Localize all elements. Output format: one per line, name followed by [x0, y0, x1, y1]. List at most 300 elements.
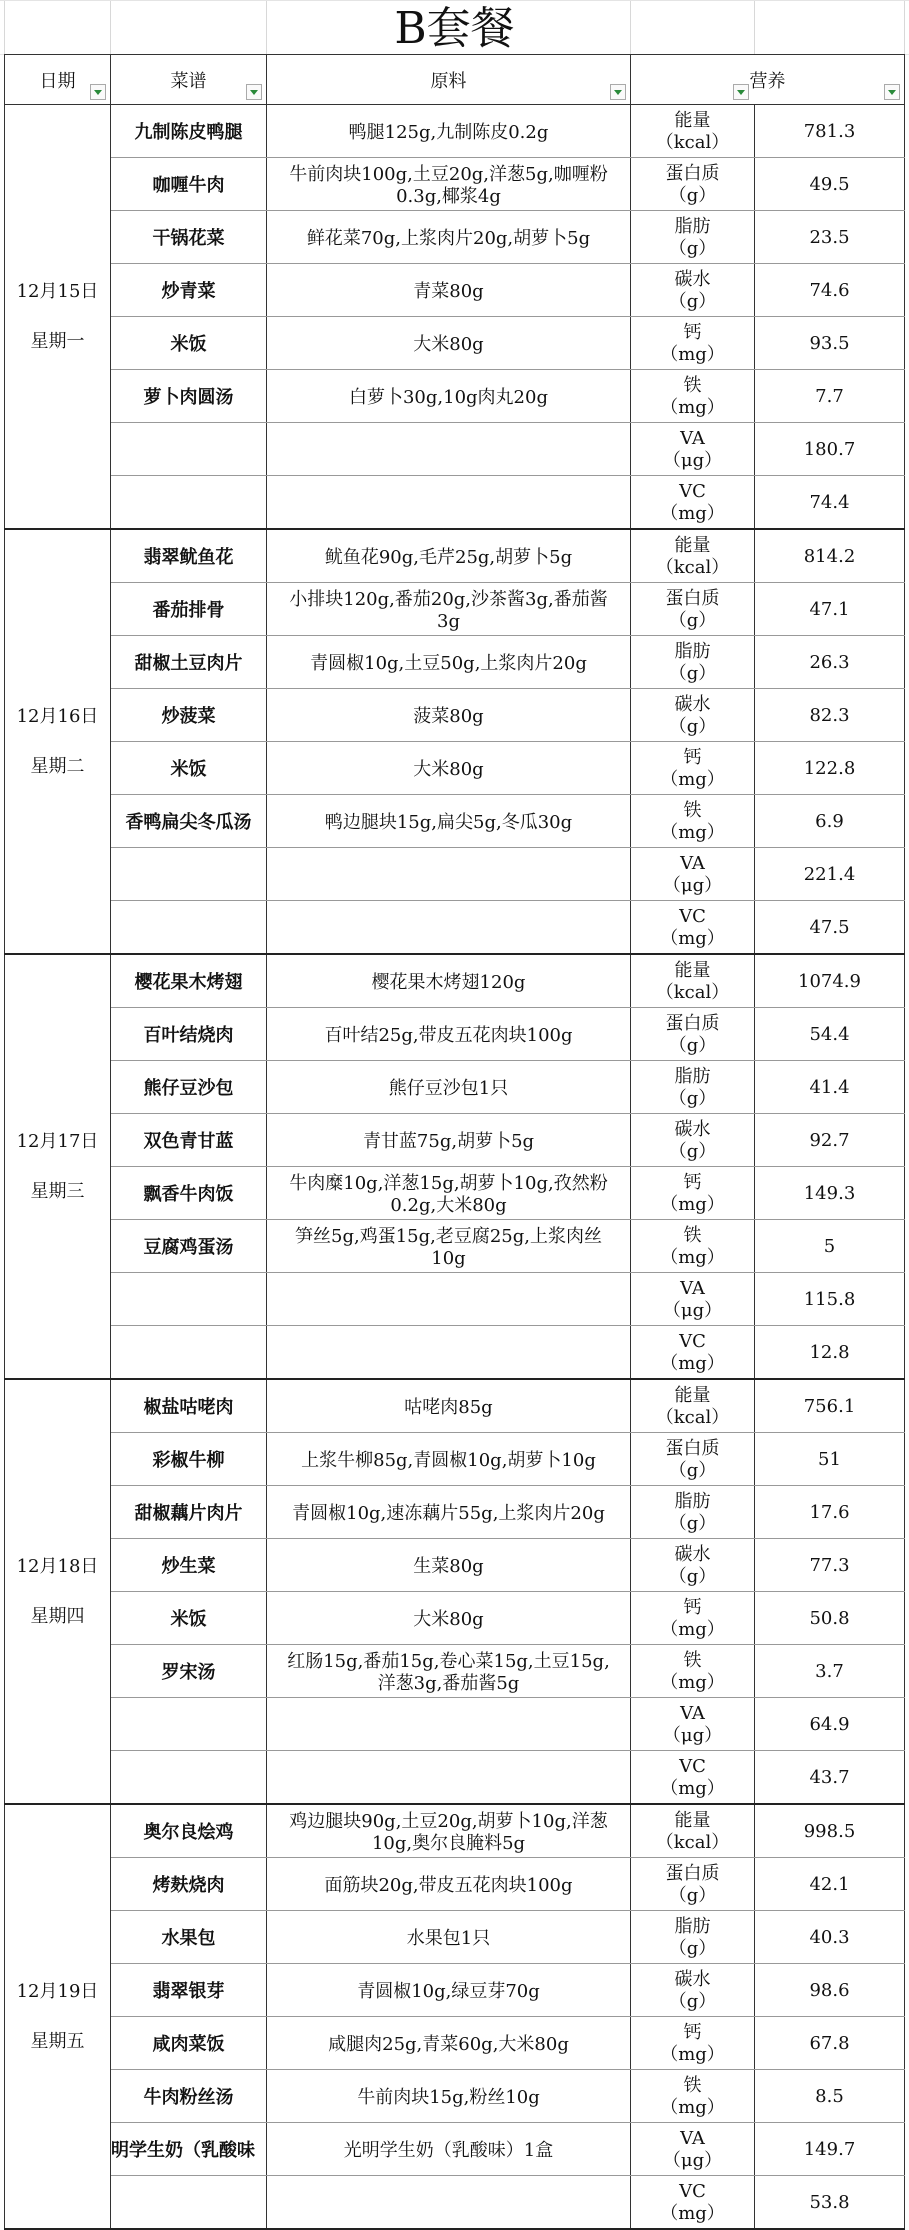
ingredients-cell [267, 1167, 631, 1220]
header-nutrition [631, 55, 905, 105]
weekday-label: 星期四 [30, 1605, 85, 1627]
nutrient-name: 铁 [683, 375, 702, 396]
nutrient-unit: （g） [668, 1991, 717, 2012]
nutrient-value-cell: 180.7 [755, 423, 905, 476]
nutrient-unit: （μg） [662, 1725, 723, 1746]
nutrient-value-cell: 74.6 [755, 264, 905, 317]
nutrient-name: 蛋白质 [665, 1438, 720, 1459]
nutrient-value-cell: 7.7 [755, 370, 905, 423]
nutrient-value-cell: 92.7 [755, 1114, 905, 1167]
header-menu [111, 55, 267, 105]
ingredients-cell [267, 1486, 631, 1539]
nutrient-name: 蛋白质 [665, 1013, 720, 1034]
ingredients-cell [267, 2070, 631, 2123]
grid-line [0, 0, 909, 1]
nutrient-unit: （mg） [660, 2203, 725, 2224]
nutrient-name: 钙 [683, 747, 702, 768]
nutrient-label-cell [631, 105, 755, 158]
nutrient-unit: （mg） [660, 344, 725, 365]
dish-cell: 水果包 [111, 1911, 267, 1964]
weekday-label: 星期五 [30, 2030, 85, 2052]
menu-table [4, 54, 905, 2230]
ingredients-cell [267, 1804, 631, 1858]
ingredients-line: 鸡边腿块90g,土豆20g,胡萝卜10g,洋葱 [289, 1811, 608, 1832]
nutrient-label-cell [631, 317, 755, 370]
nutrient-value-cell: 26.3 [755, 636, 905, 689]
nutrient-name: 蛋白质 [665, 163, 720, 184]
nutrient-unit: （g） [668, 1938, 717, 1959]
ingredients-cell [267, 1008, 631, 1061]
ingredients-line: 10g [431, 1248, 466, 1269]
nutrient-unit: （g） [668, 1035, 717, 1056]
nutrient-label-cell [631, 1486, 755, 1539]
date-label: 12月15日 [16, 280, 99, 302]
nutrient-label-cell [631, 1645, 755, 1698]
nutrient-unit: （mg） [660, 1619, 725, 1640]
ingredients-cell [267, 954, 631, 1008]
nutrient-unit: （kcal） [655, 132, 730, 153]
nutrient-name: 蛋白质 [665, 588, 720, 609]
table-row [5, 1645, 905, 1698]
nutrient-unit: （g） [668, 1460, 717, 1481]
table-row [5, 1061, 905, 1114]
ingredients-cell [267, 1273, 631, 1326]
ingredients-line: 0.2g,大米80g [390, 1195, 507, 1216]
dish-cell: 豆腐鸡蛋汤 [111, 1220, 267, 1273]
nutrient-name: VA [680, 1703, 705, 1724]
nutrient-label-cell [631, 211, 755, 264]
nutrient-value-cell: 40.3 [755, 1911, 905, 1964]
nutrient-name: VC [679, 1756, 706, 1777]
nutrient-value-cell: 3.7 [755, 1645, 905, 1698]
nutrient-label-cell [631, 583, 755, 636]
nutrient-label-cell [631, 795, 755, 848]
nutrient-name: 脂肪 [674, 1916, 711, 1937]
nutrient-label-cell [631, 423, 755, 476]
ingredients-cell [267, 1220, 631, 1273]
dish-cell [111, 423, 267, 476]
ingredients-line: 大米80g [413, 1609, 484, 1630]
nutrient-unit: （mg） [660, 928, 725, 949]
nutrient-label-cell [631, 1433, 755, 1486]
nutrient-unit: （μg） [662, 875, 723, 896]
dish-cell: 飘香牛肉饭 [111, 1167, 267, 1220]
ingredients-cell [267, 1379, 631, 1433]
date-cell [5, 954, 111, 1379]
ingredients-line: 牛肉糜10g,洋葱15g,胡萝卜10g,孜然粉 [289, 1173, 608, 1194]
table-row [5, 1220, 905, 1273]
table-row [5, 1858, 905, 1911]
dish-cell: 奥尔良烩鸡 [111, 1804, 267, 1858]
nutrient-value-cell: 53.8 [755, 2176, 905, 2230]
weekday-label: 星期一 [30, 330, 85, 352]
ingredients-cell [267, 1911, 631, 1964]
table-row [5, 1539, 905, 1592]
table-row [5, 901, 905, 955]
dish-cell: 甜椒土豆肉片 [111, 636, 267, 689]
nutrient-label-cell [631, 2176, 755, 2230]
nutrient-name: VC [679, 906, 706, 927]
ingredients-cell [267, 264, 631, 317]
table-row [5, 476, 905, 530]
header-row [5, 55, 905, 105]
dish-cell: 米饭 [111, 742, 267, 795]
ingredients-line: 青甘蓝75g,胡萝卜5g [362, 1131, 535, 1152]
ingredients-cell [267, 1751, 631, 1805]
nutrient-name: 碳水 [674, 1119, 711, 1140]
header-nutrition-label: 营养 [749, 70, 786, 92]
dish-cell: 炒菠菜 [111, 689, 267, 742]
nutrient-value-cell: 42.1 [755, 1858, 905, 1911]
nutrient-label-cell [631, 370, 755, 423]
ingredients-cell [267, 158, 631, 211]
ingredients-line: 小排块120g,番茄20g,沙茶酱3g,番茄酱 [289, 589, 608, 610]
dish-cell: 米饭 [111, 1592, 267, 1645]
nutrient-name: 脂肪 [674, 1491, 711, 1512]
dish-cell: 樱花果木烤翅 [111, 954, 267, 1008]
ingredients-cell [267, 689, 631, 742]
ingredients-line: 白萝卜30g,10g肉丸20g [348, 387, 548, 408]
date-label: 12月18日 [16, 1555, 99, 1577]
nutrient-value-cell: 12.8 [755, 1326, 905, 1380]
nutrient-value-cell: 221.4 [755, 848, 905, 901]
nutrient-unit: （kcal） [655, 1832, 730, 1853]
date-label: 12月16日 [16, 705, 99, 727]
ingredients-line: 水果包1只 [406, 1928, 491, 1949]
nutrient-name: VA [680, 428, 705, 449]
nutrient-value-cell: 67.8 [755, 2017, 905, 2070]
nutrient-unit: （mg） [660, 397, 725, 418]
ingredients-cell [267, 1433, 631, 1486]
nutrient-unit: （mg） [660, 1353, 725, 1374]
table-row [5, 370, 905, 423]
nutrient-label-cell [631, 1592, 755, 1645]
nutrient-label-cell [631, 1539, 755, 1592]
table-row [5, 1114, 905, 1167]
nutrient-label-cell [631, 476, 755, 530]
date-cell [5, 529, 111, 954]
nutrient-unit: （g） [668, 1513, 717, 1534]
ingredients-line: 牛前肉块15g,粉丝10g [357, 2087, 540, 2108]
nutrient-label-cell [631, 1804, 755, 1858]
nutrient-label-cell [631, 1114, 755, 1167]
nutrient-unit: （μg） [662, 450, 723, 471]
nutrient-name: 能量 [674, 110, 711, 131]
table-row [5, 1486, 905, 1539]
table-row [5, 2017, 905, 2070]
nutrient-name: 碳水 [674, 1544, 711, 1565]
table-row [5, 2176, 905, 2230]
table-row [5, 1751, 905, 1805]
nutrient-name: VA [680, 2128, 705, 2149]
ingredients-cell [267, 1858, 631, 1911]
weekday-label: 星期三 [30, 1180, 85, 1202]
nutrient-label-cell [631, 158, 755, 211]
nutrient-name: 脂肪 [674, 1066, 711, 1087]
nutrient-label-cell [631, 901, 755, 955]
nutrient-unit: （kcal） [655, 557, 730, 578]
ingredients-cell [267, 1061, 631, 1114]
nutrient-value-cell: 41.4 [755, 1061, 905, 1114]
nutrient-value-cell: 93.5 [755, 317, 905, 370]
nutrient-name: 能量 [674, 1385, 711, 1406]
nutrient-label-cell [631, 1326, 755, 1380]
filter-dropdown-icon[interactable] [733, 84, 749, 100]
nutrient-name: 钙 [683, 1597, 702, 1618]
date-cell [5, 1379, 111, 1804]
ingredients-line: 0.3g,椰浆4g [396, 186, 501, 207]
nutrient-label-cell [631, 742, 755, 795]
nutrient-value-cell: 49.5 [755, 158, 905, 211]
ingredients-cell [267, 1698, 631, 1751]
dish-cell: 香鸭扁尖冬瓜汤 [111, 795, 267, 848]
table-row [5, 1008, 905, 1061]
dish-cell [111, 2176, 267, 2230]
table-row [5, 158, 905, 211]
table-row [5, 1273, 905, 1326]
ingredients-line: 咕咾肉85g [404, 1397, 493, 1418]
ingredients-cell [267, 1964, 631, 2017]
dish-cell [111, 1751, 267, 1805]
ingredients-cell [267, 529, 631, 583]
nutrient-unit: （μg） [662, 1300, 723, 1321]
nutrient-unit: （g） [668, 185, 717, 206]
nutrient-name: 铁 [683, 2075, 702, 2096]
nutrient-unit: （mg） [660, 503, 725, 524]
nutrient-name: 能量 [674, 960, 711, 981]
ingredients-line: 百叶结25g,带皮五花肉块100g [324, 1025, 573, 1046]
table-row [5, 1379, 905, 1433]
dish-cell: 牛肉粉丝汤 [111, 2070, 267, 2123]
nutrient-unit: （g） [668, 663, 717, 684]
table-row [5, 1326, 905, 1380]
ingredients-cell [267, 211, 631, 264]
nutrient-label-cell [631, 2017, 755, 2070]
table-row [5, 1433, 905, 1486]
ingredients-cell [267, 1114, 631, 1167]
table-row [5, 105, 905, 158]
ingredients-line: 鱿鱼花90g,毛芹25g,胡萝卜5g [324, 547, 573, 568]
nutrient-unit: （g） [668, 1141, 717, 1162]
nutrient-value-cell: 43.7 [755, 1751, 905, 1805]
dish-cell: 双色青甘蓝 [111, 1114, 267, 1167]
nutrient-value-cell: 23.5 [755, 211, 905, 264]
nutrient-label-cell [631, 689, 755, 742]
table-row [5, 1964, 905, 2017]
ingredients-cell [267, 2017, 631, 2070]
nutrient-unit: （kcal） [655, 1407, 730, 1428]
nutrient-label-cell [631, 1167, 755, 1220]
ingredients-cell [267, 848, 631, 901]
nutrient-unit: （mg） [660, 769, 725, 790]
ingredients-line: 青圆椒10g,速冻藕片55g,上浆肉片20g [292, 1503, 605, 1524]
nutrient-value-cell: 1074.9 [755, 954, 905, 1008]
nutrient-value-cell: 47.5 [755, 901, 905, 955]
nutrient-name: 能量 [674, 1810, 711, 1831]
dish-cell: 番茄排骨 [111, 583, 267, 636]
dish-cell: 米饭 [111, 317, 267, 370]
table-row [5, 211, 905, 264]
nutrient-name: 脂肪 [674, 216, 711, 237]
ingredients-cell [267, 636, 631, 689]
nutrient-value-cell: 51 [755, 1433, 905, 1486]
nutrient-name: VC [679, 2181, 706, 2202]
table-row [5, 583, 905, 636]
ingredients-line: 红肠15g,番茄15g,卷心菜15g,土豆15g, [287, 1651, 610, 1672]
date-cell [5, 1804, 111, 2229]
nutrient-label-cell [631, 1698, 755, 1751]
nutrient-value-cell: 50.8 [755, 1592, 905, 1645]
ingredients-line: 鸭腿125g,九制陈皮0.2g [348, 122, 549, 143]
nutrient-unit: （mg） [660, 1194, 725, 1215]
nutrient-unit: （g） [668, 1885, 717, 1906]
nutrient-unit: （mg） [660, 1247, 725, 1268]
ingredients-line: 上浆牛柳85g,青圆椒10g,胡萝卜10g [301, 1450, 596, 1471]
dish-cell: 椒盐咕咾肉 [111, 1379, 267, 1433]
nutrient-label-cell [631, 636, 755, 689]
ingredients-cell [267, 423, 631, 476]
nutrient-value-cell: 115.8 [755, 1273, 905, 1326]
table-row [5, 742, 905, 795]
table-row [5, 1911, 905, 1964]
filter-dropdown-icon[interactable] [90, 84, 106, 100]
filter-dropdown-icon[interactable] [610, 84, 626, 100]
nutrient-name: VC [679, 1331, 706, 1352]
nutrient-value-cell: 77.3 [755, 1539, 905, 1592]
nutrient-value-cell: 814.2 [755, 529, 905, 583]
ingredients-cell [267, 583, 631, 636]
page-title: B套餐 [394, 3, 515, 54]
table-row [5, 689, 905, 742]
ingredients-cell [267, 1645, 631, 1698]
dish-cell: 炒青菜 [111, 264, 267, 317]
filter-dropdown-icon[interactable] [884, 84, 900, 100]
dish-cell: 炒生菜 [111, 1539, 267, 1592]
nutrient-name: 铁 [683, 1650, 702, 1671]
nutrient-unit: （g） [668, 610, 717, 631]
ingredients-cell [267, 795, 631, 848]
nutrient-unit: （g） [668, 1566, 717, 1587]
nutrient-name: VA [680, 853, 705, 874]
ingredients-cell [267, 370, 631, 423]
dish-cell [111, 476, 267, 530]
dish-cell: 明学生奶（乳酸味 [111, 2123, 267, 2176]
table-row [5, 317, 905, 370]
ingredients-cell [267, 742, 631, 795]
nutrient-value-cell: 82.3 [755, 689, 905, 742]
dish-cell [111, 1326, 267, 1380]
ingredients-line: 青圆椒10g,绿豆芽70g [357, 1981, 540, 2002]
ingredients-line: 光明学生奶（乳酸味）1盒 [343, 2140, 554, 2161]
ingredients-cell [267, 1539, 631, 1592]
table-row [5, 2070, 905, 2123]
ingredients-line: 面筋块20g,带皮五花肉块100g [324, 1875, 573, 1896]
dish-cell: 翡翠银芽 [111, 1964, 267, 2017]
ingredients-line: 生菜80g [413, 1556, 484, 1577]
nutrient-unit: （mg） [660, 2097, 725, 2118]
nutrient-label-cell [631, 1751, 755, 1805]
nutrient-label-cell [631, 1220, 755, 1273]
nutrient-unit: （mg） [660, 2044, 725, 2065]
nutrient-name: 能量 [674, 535, 711, 556]
dish-cell: 干锅花菜 [111, 211, 267, 264]
dish-cell: 甜椒藕片肉片 [111, 1486, 267, 1539]
nutrient-value-cell: 54.4 [755, 1008, 905, 1061]
ingredients-line: 菠菜80g [413, 706, 484, 727]
nutrient-unit: （mg） [660, 822, 725, 843]
nutrient-label-cell [631, 1858, 755, 1911]
nutrient-label-cell [631, 848, 755, 901]
nutrient-label-cell [631, 1379, 755, 1433]
ingredients-line: 洋葱3g,番茄酱5g [377, 1673, 520, 1694]
nutrient-name: 碳水 [674, 1969, 711, 1990]
ingredients-line: 牛前肉块100g,土豆20g,洋葱5g,咖喱粉 [289, 164, 608, 185]
table-row [5, 795, 905, 848]
nutrient-value-cell: 6.9 [755, 795, 905, 848]
date-cell [5, 105, 111, 530]
dish-cell: 烤麸烧肉 [111, 1858, 267, 1911]
nutrient-value-cell: 149.7 [755, 2123, 905, 2176]
weekday-label: 星期二 [30, 755, 85, 777]
nutrient-value-cell: 756.1 [755, 1379, 905, 1433]
ingredients-cell [267, 1592, 631, 1645]
nutrient-label-cell [631, 1008, 755, 1061]
ingredients-cell [267, 2123, 631, 2176]
nutrient-unit: （mg） [660, 1778, 725, 1799]
dish-cell: 九制陈皮鸭腿 [111, 105, 267, 158]
dish-cell: 熊仔豆沙包 [111, 1061, 267, 1114]
ingredients-line: 大米80g [413, 759, 484, 780]
ingredients-line: 大米80g [413, 334, 484, 355]
nutrient-label-cell [631, 2123, 755, 2176]
table-row [5, 1592, 905, 1645]
table-row [5, 423, 905, 476]
table-row [5, 529, 905, 583]
nutrient-unit: （kcal） [655, 982, 730, 1003]
nutrient-label-cell [631, 1964, 755, 2017]
nutrient-unit: （g） [668, 1088, 717, 1109]
nutrient-unit: （g） [668, 291, 717, 312]
table-row [5, 264, 905, 317]
nutrient-name: VA [680, 1278, 705, 1299]
nutrient-name: 铁 [683, 1225, 702, 1246]
ingredients-line: 鸭边腿块15g,扁尖5g,冬瓜30g [324, 812, 573, 833]
filter-dropdown-icon[interactable] [246, 84, 262, 100]
header-date [5, 55, 111, 105]
ingredients-line: 青菜80g [413, 281, 484, 302]
ingredients-cell [267, 2176, 631, 2230]
dish-cell: 咸肉菜饭 [111, 2017, 267, 2070]
ingredients-line: 咸腿肉25g,青菜60g,大米80g [328, 2034, 569, 2055]
ingredients-cell [267, 476, 631, 530]
ingredients-line: 樱花果木烤翅120g [371, 972, 526, 993]
dish-cell: 罗宋汤 [111, 1645, 267, 1698]
nutrient-label-cell [631, 2070, 755, 2123]
nutrient-label-cell [631, 264, 755, 317]
nutrient-name: 钙 [683, 1172, 702, 1193]
dish-cell: 百叶结烧肉 [111, 1008, 267, 1061]
table-row [5, 1804, 905, 1858]
header-ingredients [267, 55, 631, 105]
nutrient-value-cell: 8.5 [755, 2070, 905, 2123]
nutrient-name: VC [679, 481, 706, 502]
table-row [5, 1167, 905, 1220]
table-row [5, 2123, 905, 2176]
table-row [5, 954, 905, 1008]
nutrient-label-cell [631, 1061, 755, 1114]
dish-cell: 咖喱牛肉 [111, 158, 267, 211]
nutrient-value-cell: 17.6 [755, 1486, 905, 1539]
